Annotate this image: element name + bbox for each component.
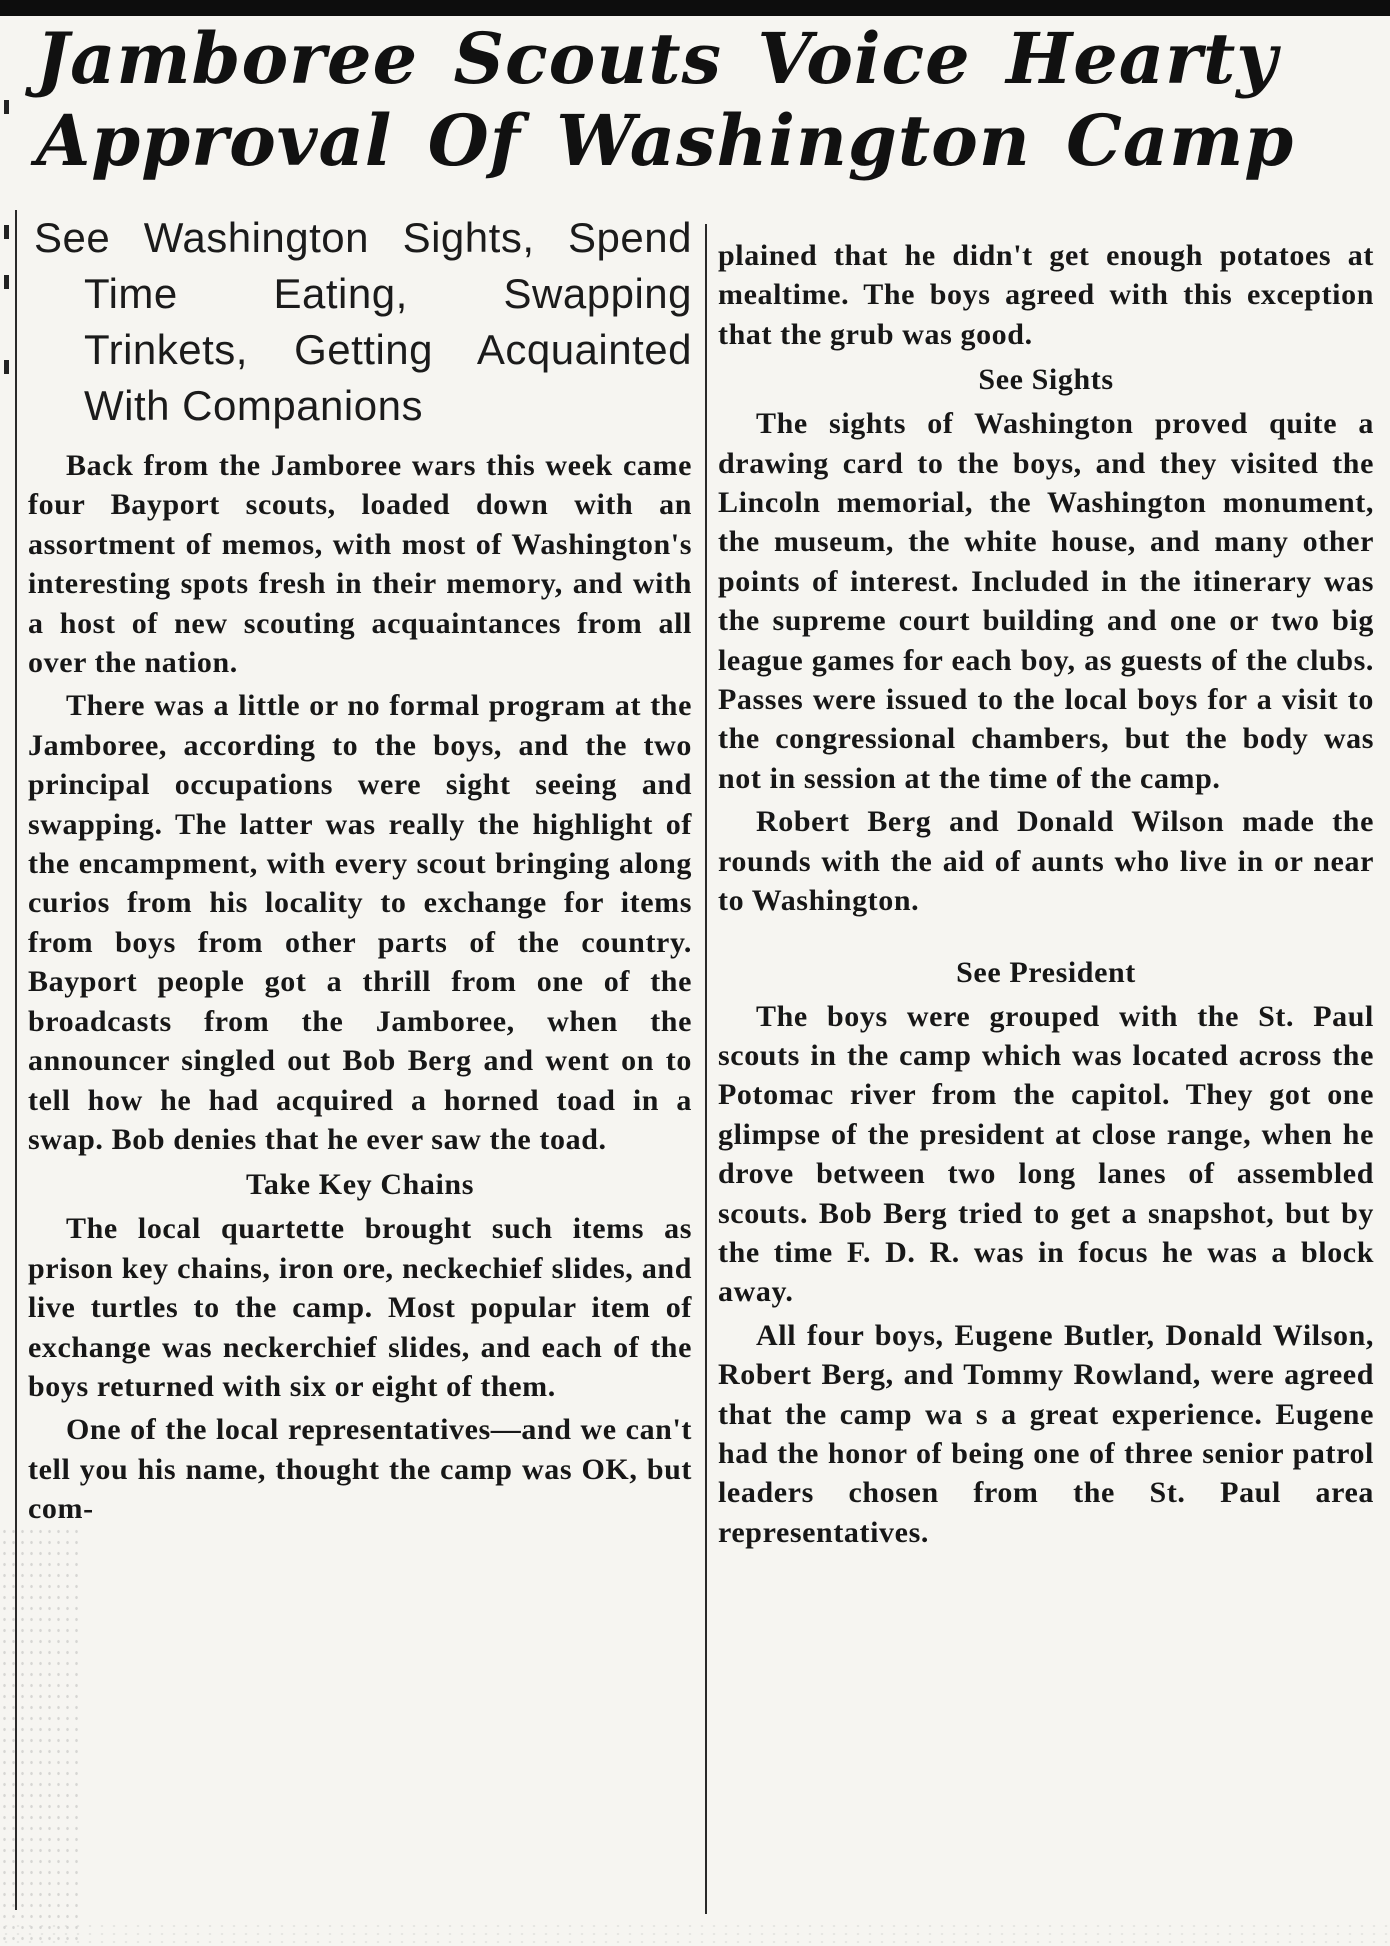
scan-noise-bottom	[0, 1922, 1390, 1946]
section-subhead: See Sights	[978, 363, 1114, 397]
scan-top-border	[0, 0, 1390, 16]
section-subhead: See President	[956, 955, 1136, 989]
scan-noise	[0, 1526, 80, 1946]
article-paragraph: There was a little or no formal program at the Jamboree, according to the boys, and the two principal occupations were sight seeing and swapping. The latter was really the highlight of the encampment, with every scout bringing along curios from his locality to exchange for items from boys from other parts of the country. Bayport people got a thrill from one of the broadcasts from the Jamboree, when the announcer singled out Bob Berg and went on to tell how he had acquired a horned toad in a swap. Bob denies that he ever saw the toad.	[28, 689, 692, 1156]
column-rule	[705, 224, 707, 1914]
headline	[36, 18, 1366, 182]
article-paragraph: Robert Berg and Donald Wilson made the rounds with the aid of aunts who live in or near to Washington.	[718, 805, 1374, 918]
margin-mark	[4, 225, 9, 239]
article-paragraph: The local quartette brought such items as prison key chains, iron ore, neckechief slides, and live turtles to the camp. Most popular item of exchange was neckerchief slides, and each of the boys returned with six or eight of them.	[28, 1212, 692, 1403]
margin-mark	[4, 100, 9, 114]
headline-line-1: Jamboree Scouts Voice Hearty	[36, 17, 1278, 100]
headline-line-2: Approval Of Washington Camp	[36, 99, 1295, 182]
margin-mark	[4, 360, 9, 374]
article-paragraph: The boys were grouped with the St. Paul scouts in the camp which was located across the Potomac river from the capitol. They got one glimpse of the president at close range, when he drove between two long lanes of assembled scouts. Bob Berg tried to get a snapshot, but by the time F. D. R. was in focus he was a block away.	[718, 999, 1374, 1309]
article-paragraph: Back from the Jamboree wars this week came four Bayport scouts, loaded down with an assortment of memos, with most of Washington's interesting spots fresh in their memory, and with a host of new scouting acquaintances from all over the nation.	[28, 449, 692, 680]
left-column	[28, 210, 692, 1533]
article-paragraph: The sights of Washington proved quite a drawing card to the boys, and they visited the Lincoln memorial, the Washington monument, the museum, the white house, and many other points of interest. Included in the itinerary was the supreme court building and one or two big league games for each boy, as guests of the clubs. Passes were issued to the local boys for a visit to the congressional chambers, but the body was not in session at the time of the camp.	[718, 407, 1374, 795]
article-paragraph: One of the local representatives—and we can't tell you his name, thought the camp was OK, but com-	[28, 1413, 692, 1526]
spacer	[718, 925, 1374, 947]
margin-mark	[4, 275, 9, 289]
right-column	[718, 236, 1374, 1556]
section-subhead: Take Key Chains	[246, 1168, 474, 1202]
article-paragraph: All four boys, Eugene Butler, Donald Wilson, Robert Berg, and Tommy Rowland, were agreed that the camp wa s a great experience. Eugene had the honor of being one of three senior patrol leaders chosen from the St. Paul area representatives.	[718, 1318, 1374, 1549]
subheadline-deck: See Washington Sights, Spend Time Eating, Swapping Trinkets, Getting Acquainted With Companions	[34, 214, 692, 429]
article-paragraph: plained that he didn't get enough potatoes at mealtime. The boys agreed with this exception that the grub was good.	[718, 239, 1374, 351]
